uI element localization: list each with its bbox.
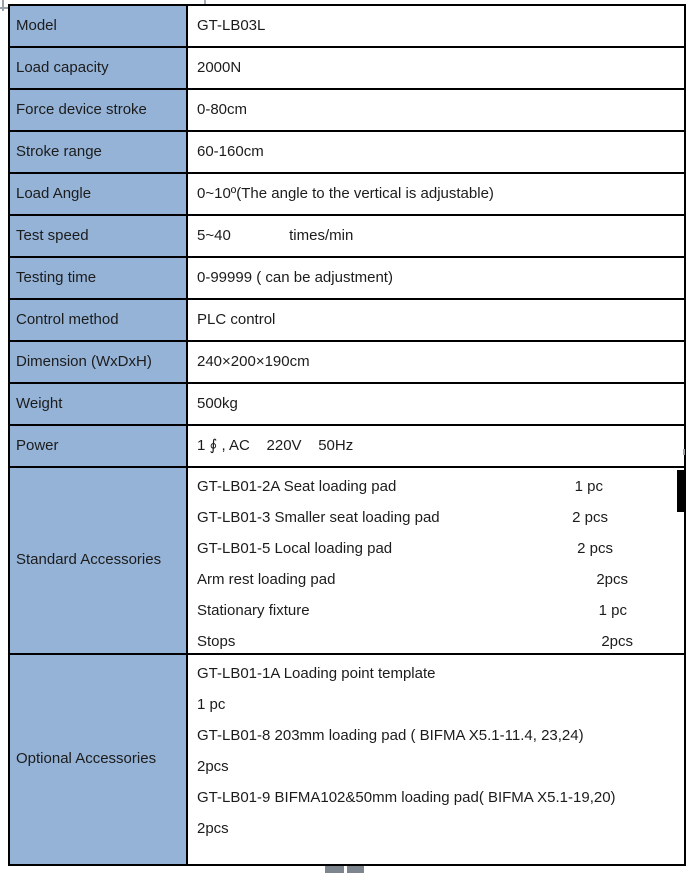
- table-row: [10, 342, 684, 384]
- spec-label: Standard Accessories: [10, 468, 188, 653]
- accessory-line: [197, 472, 684, 503]
- spec-label: Load capacity: [10, 48, 188, 88]
- accessory-qty: 2pcs: [596, 571, 628, 589]
- spec-label: Optional Accessories: [10, 655, 188, 864]
- accessory-line: [197, 534, 684, 565]
- table-row-optional-accessories: [10, 655, 684, 864]
- spec-value: 0-80cm: [197, 100, 248, 118]
- spec-value: 2000N: [197, 58, 242, 76]
- accessory-item: GT-LB01-2A Seat loading pad: [197, 478, 397, 496]
- table-row: [10, 426, 684, 468]
- accessory-item: Stops: [197, 633, 236, 651]
- table-row-standard-accessories: [10, 468, 684, 655]
- accessory-qty: 1 pc: [574, 478, 603, 496]
- table-row: [10, 132, 684, 174]
- spec-value: 1 ∮ , AC 220V 50Hz: [197, 436, 354, 454]
- spec-table: [8, 4, 686, 866]
- optional-accessories-list: [188, 655, 684, 864]
- accessory-qty: 2 pcs: [572, 509, 608, 527]
- spec-value: 0~10º(The angle to the vertical is adjustable): [197, 184, 494, 202]
- accessory-qty: 2pcs: [601, 633, 633, 651]
- border-artifact: [677, 470, 686, 512]
- accessory-line: [197, 565, 684, 596]
- optional-accessory-line: GT-LB01-1A Loading point template: [197, 665, 436, 683]
- spec-label: Model: [10, 6, 188, 46]
- spec-label: Control method: [10, 300, 188, 340]
- optional-accessory-line: 2pcs: [197, 820, 229, 838]
- scrollbar-thumb[interactable]: [347, 866, 364, 873]
- table-row: [10, 216, 684, 258]
- spec-value: 240×200×190cm: [197, 352, 310, 370]
- accessory-line: [197, 596, 684, 627]
- accessory-item: Stationary fixture: [197, 602, 310, 620]
- table-row: [10, 6, 684, 48]
- spec-value: PLC control: [197, 310, 276, 328]
- spec-label: Load Angle: [10, 174, 188, 214]
- optional-accessory-line: 1 pc: [197, 696, 226, 714]
- accessory-qty: 2 pcs: [577, 540, 613, 558]
- spec-label: Weight: [10, 384, 188, 424]
- optional-accessory-line: 2pcs: [197, 758, 229, 776]
- table-row: [10, 384, 684, 426]
- spec-label: Force device stroke: [10, 90, 188, 130]
- table-row: [10, 48, 684, 90]
- spec-label: Testing time: [10, 258, 188, 298]
- scrollbar-thumb[interactable]: [325, 866, 344, 873]
- spec-value: 0-99999 ( can be adjustment): [197, 268, 393, 286]
- accessory-line: [197, 627, 684, 658]
- table-move-handle-vertical: [2, 0, 4, 11]
- table-row: [10, 258, 684, 300]
- spec-label: Stroke range: [10, 132, 188, 172]
- spec-label: Test speed: [10, 216, 188, 256]
- table-row: [10, 90, 684, 132]
- spec-value: 60-160cm: [197, 142, 264, 160]
- optional-accessory-line: GT-LB01-9 BIFMA102&50mm loading pad( BIFMA X5.1-19,20): [197, 789, 616, 807]
- accessory-item: GT-LB01-3 Smaller seat loading pad: [197, 509, 440, 527]
- border-tick: [683, 449, 685, 455]
- accessory-qty: 1 pc: [598, 602, 627, 620]
- spec-value: 5~40 times/min: [197, 226, 354, 244]
- optional-accessory-line: GT-LB01-8 203mm loading pad ( BIFMA X5.1-11.4, 23,24): [197, 727, 584, 745]
- standard-accessories-list: [188, 468, 684, 653]
- table-row: [10, 174, 684, 216]
- accessory-item: GT-LB01-5 Local loading pad: [197, 540, 393, 558]
- spec-label: Power: [10, 426, 188, 466]
- table-row: [10, 300, 684, 342]
- spec-value: 500kg: [197, 394, 238, 412]
- spec-label: Dimension (WxDxH): [10, 342, 188, 382]
- spec-value: GT-LB03L: [197, 16, 266, 34]
- accessory-line: [197, 503, 684, 534]
- accessory-item: Arm rest loading pad: [197, 571, 336, 589]
